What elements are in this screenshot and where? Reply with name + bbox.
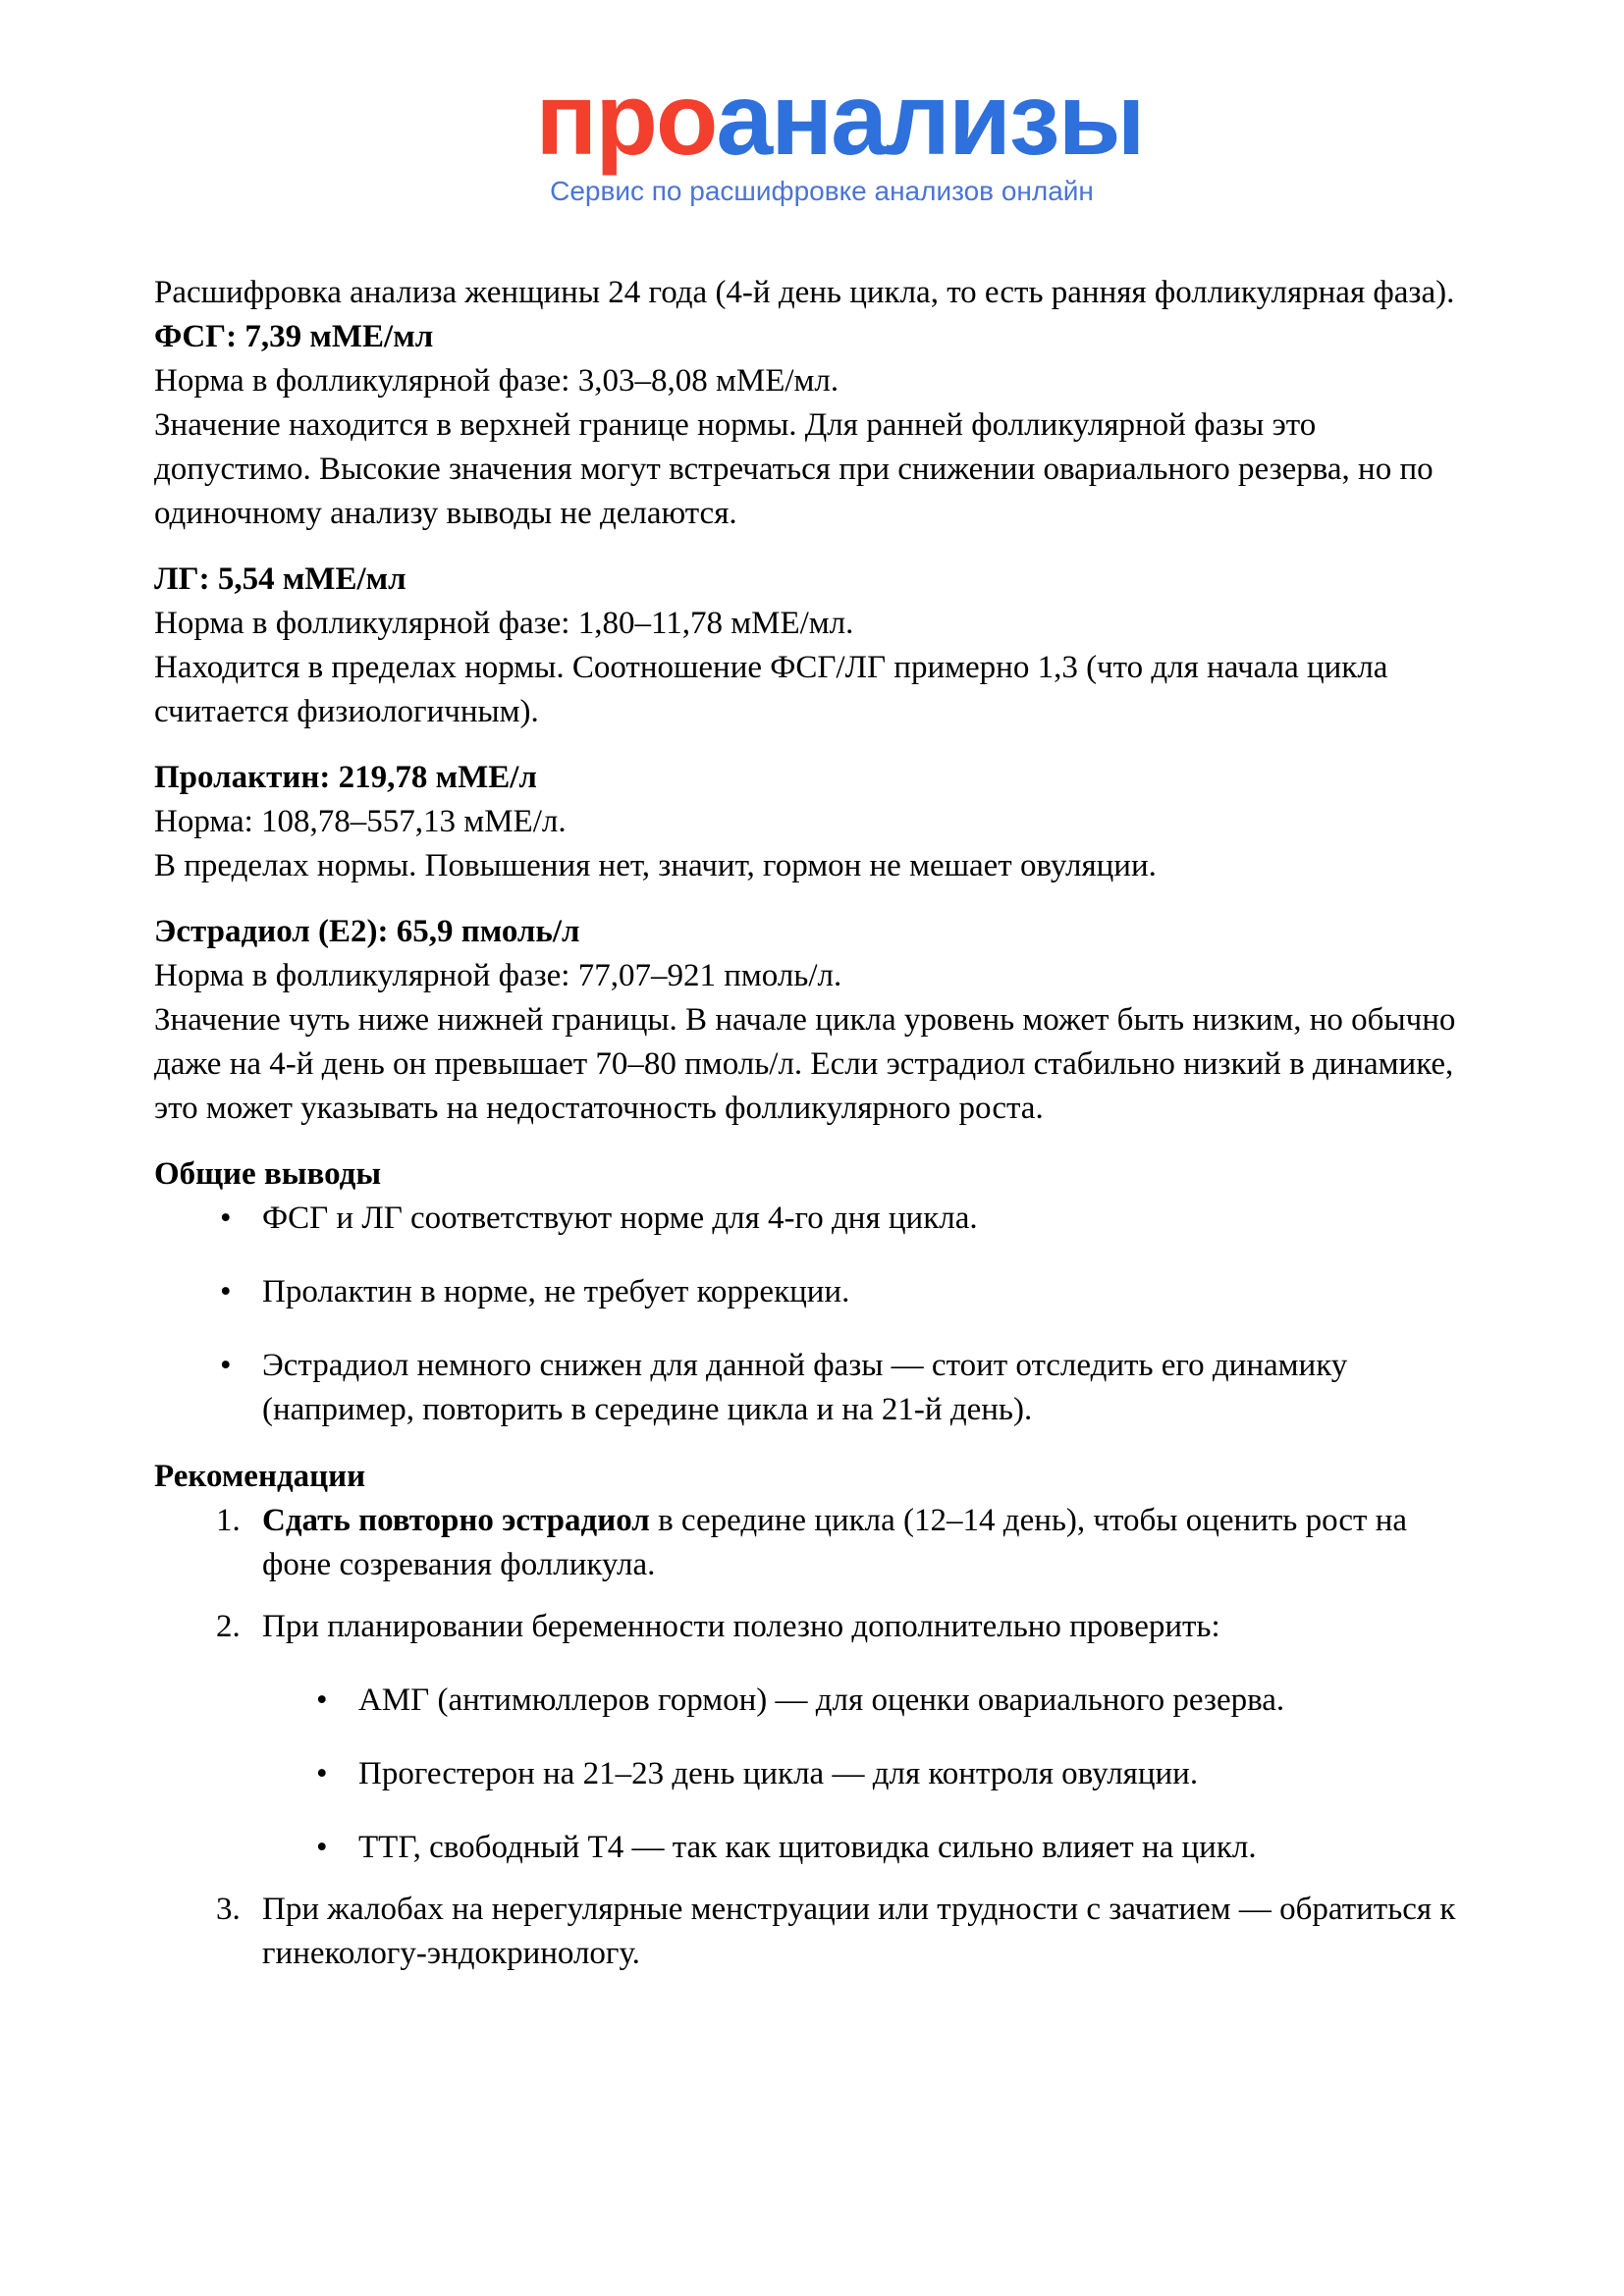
sub-recommendation-item (262, 1826, 1470, 1870)
section-comment: Значение чуть ниже нижней границы. В начале цикла уровень может быть низким, но обычно даже на 4-й день он превышает 70–80 пмоль/л. Если эстрадиол стабильно низкий в динамике, это может указывать на недостаточность фолликулярного роста. (154, 1002, 1456, 1126)
logo-part-analizy: анализы (716, 63, 1144, 177)
recommendation-sublist (262, 1679, 1470, 1870)
section-norm: Норма в фолликулярной фазе: 77,07–921 пмоль/л. (154, 958, 842, 993)
sub-recommendation-text: ТТГ, свободный Т4 — так как щитовидка сильно влияет на цикл. (358, 1830, 1257, 1865)
bullet-icon: • (316, 1830, 328, 1865)
section-comment: Находится в пределах нормы. Соотношение ФСГ/ЛГ примерно 1,3 (что для начала цикла считается физиологичным). (154, 650, 1388, 729)
bullet-icon: • (220, 1348, 232, 1383)
site-header (0, 0, 1624, 208)
bullet-icon: • (220, 1274, 232, 1309)
hormone-section-estradiol (154, 910, 1470, 1131)
bullet-icon: • (316, 1682, 328, 1718)
recommendation-text: При жалобах на нерегулярные менструации или трудности с зачатием — обратиться к гинекологу-эндокринологу. (262, 1892, 1456, 1971)
section-comment: В пределах нормы. Повышения нет, значит, гормон не мешает овуляции. (154, 848, 1157, 883)
intro-paragraph: Расшифровка анализа женщины 24 года (4-й день цикла, то есть ранняя фолликулярная фаза). (154, 275, 1455, 310)
conclusion-text: Пролактин в норме, не требует коррекции. (262, 1274, 850, 1309)
conclusion-item (154, 1270, 1470, 1314)
sub-recommendation-text: АМГ (антимюллеров гормон) — для оценки овариального резерва. (358, 1682, 1285, 1718)
conclusion-item (154, 1344, 1470, 1432)
section-heading: Эстрадиол (Е2): 65,9 пмоль/л (154, 914, 580, 949)
sub-recommendation-text: Прогестерон на 21–23 день цикла — для контроля овуляции. (358, 1756, 1199, 1791)
section-norm: Норма в фолликулярной фазе: 3,03–8,08 мМЕ/мл. (154, 363, 839, 399)
conclusion-text: Эстрадиол немного снижен для данной фазы — стоит отследить его динамику (например, повторить в середине цикла и на 21-й день). (262, 1348, 1348, 1427)
recommendation-text: При планировании беременности полезно дополнительно проверить: (262, 1609, 1220, 1644)
conclusions-heading: Общие выводы (154, 1156, 382, 1192)
section-heading: ЛГ: 5,54 мМЕ/мл (154, 561, 406, 597)
section-heading: ФСГ: 7,39 мМЕ/мл (154, 319, 434, 354)
logo-part-pro: про (535, 63, 717, 177)
item-number: 2. (216, 1609, 241, 1644)
recommendations-heading: Рекомендации (154, 1459, 366, 1494)
hormone-section-fsg (154, 315, 1470, 536)
section-heading: Пролактин: 219,78 мМЕ/л (154, 760, 537, 795)
sub-recommendation-item (262, 1679, 1470, 1723)
recommendation-item (154, 1888, 1470, 1976)
sub-recommendation-item (262, 1752, 1470, 1796)
hormone-section-prolactin (154, 756, 1470, 888)
conclusion-item (154, 1197, 1470, 1241)
recommendations-section (154, 1455, 1470, 1976)
item-number: 3. (216, 1892, 241, 1927)
section-norm: Норма: 108,78–557,13 мМЕ/л. (154, 804, 567, 839)
section-norm: Норма в фолликулярной фазе: 1,80–11,78 мМЕ/мл. (154, 606, 854, 641)
site-tagline: Сервис по расшифровке анализов онлайн (550, 176, 1094, 206)
conclusion-text: ФСГ и ЛГ соответствуют норме для 4-го дня цикла. (262, 1201, 978, 1236)
recommendation-bold-text: Сдать повторно эстрадиол (262, 1503, 650, 1538)
recommendation-item (154, 1499, 1470, 1587)
conclusions-list (154, 1197, 1470, 1432)
bullet-icon: • (316, 1756, 328, 1791)
item-number: 1. (216, 1503, 241, 1538)
recommendation-text: в середине цикла (12–14 день), чтобы оценить рост на фоне созревания фолликула. (262, 1503, 1408, 1582)
site-logo (27, 63, 1624, 177)
bullet-icon: • (220, 1201, 232, 1236)
recommendation-item (154, 1605, 1470, 1870)
report-content (0, 271, 1624, 1976)
section-comment: Значение находится в верхней границе нормы. Для ранней фолликулярной фазы это допустимо. Высокие значения могут встречаться при снижении овариального резерва, но по одиночному анализу выводы не делаются. (154, 407, 1434, 531)
hormone-section-lg (154, 558, 1470, 734)
conclusions-section (154, 1152, 1470, 1432)
recommendations-list (154, 1499, 1470, 1976)
